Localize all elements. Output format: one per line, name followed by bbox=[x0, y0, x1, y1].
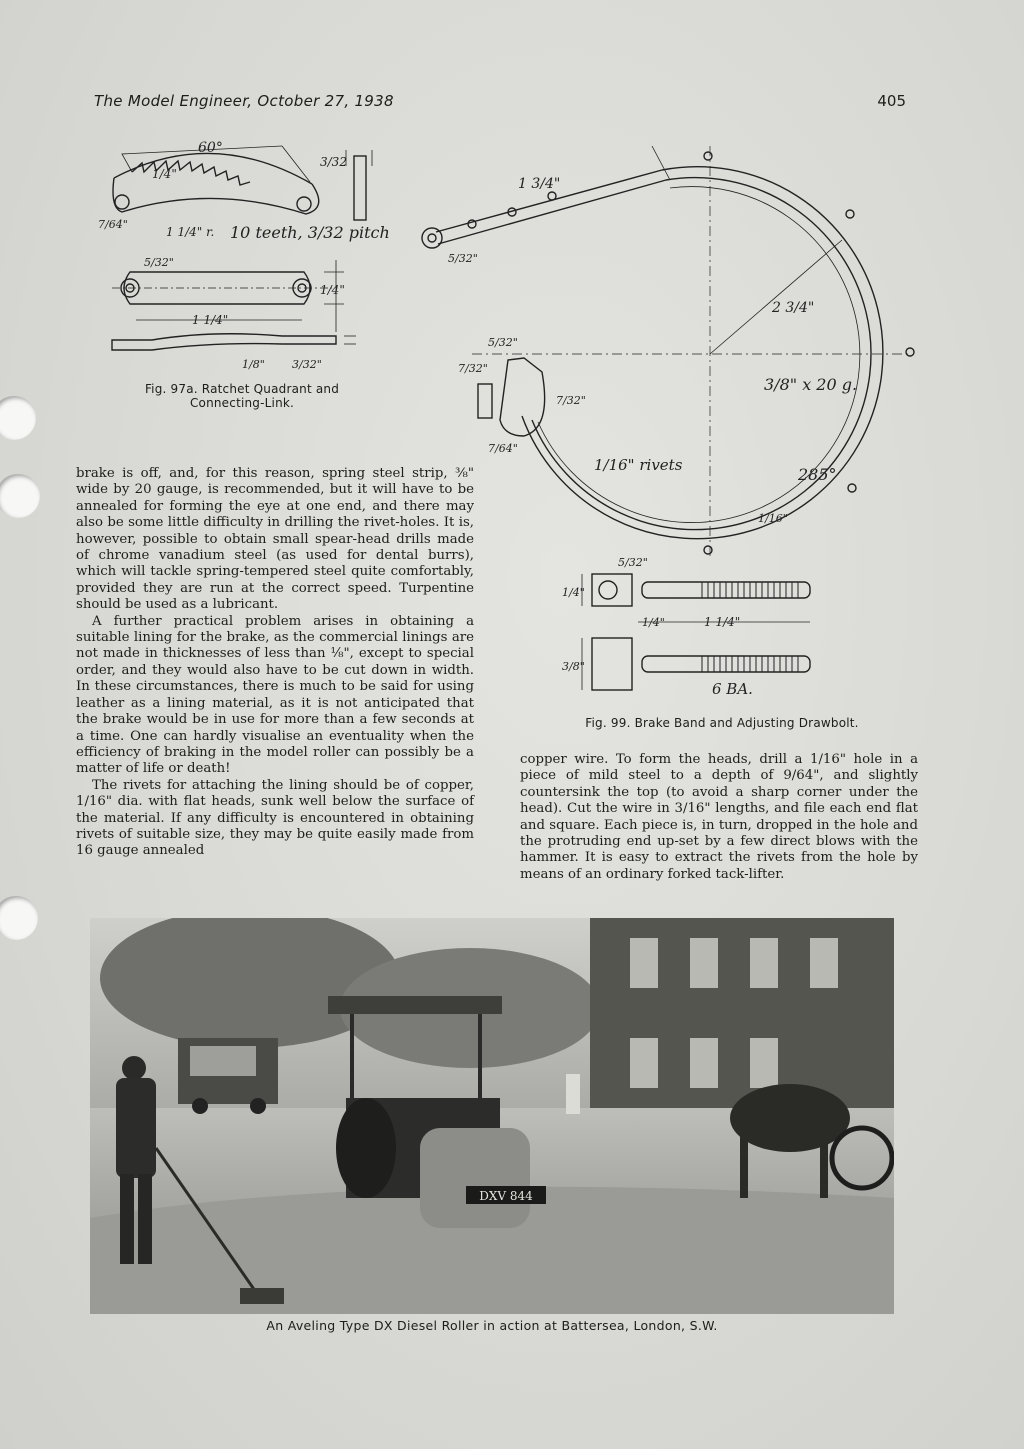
fig97a-link-bend-label: 1/8" bbox=[242, 358, 265, 371]
punch-hole-3 bbox=[0, 896, 38, 940]
fig99-lug-bottom-label: 7/64" bbox=[488, 442, 518, 455]
fig97a-caption-line1: Fig. 97a. Ratchet Quadrant and bbox=[144, 382, 340, 396]
fig97a-link-width-label: 1/4" bbox=[320, 283, 345, 297]
link-side-view bbox=[112, 334, 336, 350]
diesel-roller-photo bbox=[90, 918, 894, 1314]
fig99-rivets-label: 1/16" rivets bbox=[594, 456, 683, 474]
brake-lug bbox=[500, 358, 545, 436]
roller-canopy bbox=[328, 996, 502, 1014]
fig99-thread-label: 6 BA. bbox=[712, 680, 753, 696]
fig97a-link-length-label: 1 1/4" bbox=[192, 313, 229, 327]
paragraph: A further practical problem arises in obtaining a suitable lining for the brake, as the commercial linings are not made in thicknesses of less than ⅛", except to special order, and they would also have to be cut down in width. In these circumstances, there is much to be said for using leather as a lining material, as it is not anticipated that the brake would be in use for more than a few seconds at a time. One can hardly visualise an eventuality when the efficiency of braking in the model roller can possibly be a matter of life or death! bbox=[76, 613, 474, 777]
fig97a-angle-label: 60° bbox=[198, 140, 223, 156]
fig99-lever-label: 1 3/4" bbox=[518, 176, 561, 192]
fig99-lining-label: 1/16" bbox=[758, 512, 788, 525]
roller-rear-wheel bbox=[336, 1098, 396, 1198]
quadrant-pivot-hole bbox=[115, 195, 129, 209]
fig99-lug-side-label: 7/32" bbox=[458, 362, 488, 375]
fig99-eye-label: 5/32" bbox=[448, 252, 478, 265]
fig97a-thickness-label: 3/32 bbox=[320, 155, 347, 169]
roller-front-drum bbox=[420, 1128, 530, 1228]
fig97a-caption bbox=[92, 382, 392, 410]
drawbolt-hole bbox=[599, 581, 617, 599]
pedestrian bbox=[566, 1074, 580, 1114]
fig97a-caption-line2: Connecting-Link. bbox=[189, 396, 295, 410]
fig99-bolt-width-label: 1/4" bbox=[562, 586, 585, 599]
fig99-bolt-depth-label: 3/8" bbox=[562, 660, 585, 673]
right-column bbox=[520, 752, 918, 883]
drawbolt-head bbox=[592, 574, 632, 606]
band-eye bbox=[422, 228, 442, 248]
fig97a-hole-label: 7/64" bbox=[98, 218, 128, 231]
fig97a-link-hole-label: 5/32" bbox=[144, 256, 174, 269]
brake-band-drawing bbox=[412, 136, 924, 696]
journal-title: The Model Engineer, October 27, 1938 bbox=[94, 92, 394, 110]
punch-hole-1 bbox=[0, 396, 36, 440]
ratchet-quadrant-drawing bbox=[92, 136, 392, 416]
paragraph: brake is off, and, for this reason, spring steel strip, ⅜" wide by 20 gauge, is recommended, but it will have to be annealed for forming the eye at one end, and there may also be some little difficulty in drilling the rivet-holes. It is, however, possible to obtain small spear-head drills made of chrome vanadium steel (as used for dental burrs), which will tackle spring-tempered steel quite comfortably, provided they are run at the correct speed. Turpentine should be used as a lubricant. bbox=[76, 466, 474, 613]
page-header bbox=[94, 92, 906, 116]
paragraph: The rivets for attaching the lining should be of copper, 1/16" dia. with flat heads, sunk well below the surface of the material. If any difficulty is encountered in obtaining rivets of suitable size, they may be quite easily made from 16 gauge annealed bbox=[76, 777, 474, 859]
number-plate-text: DXV 844 bbox=[479, 1189, 533, 1203]
fig99-angle-label: 285° bbox=[798, 465, 837, 484]
fig97a-quarter-label: 1/4" bbox=[152, 167, 177, 181]
quadrant-side-view bbox=[354, 156, 366, 220]
page-number: 405 bbox=[877, 92, 906, 110]
lug-side-block bbox=[478, 384, 492, 418]
fig99-bolt-neck-label: 1/4" bbox=[642, 616, 665, 629]
fig99-bolt-length-label: 1 1/4" bbox=[704, 615, 741, 629]
quadrant-end-hole bbox=[297, 197, 311, 211]
paragraph: copper wire. To form the heads, drill a 1/16" hole in a piece of mild steel to a depth of 9/64", and slightly countersink the top (to avoid a sharp corner under the head). Cut the wire in 3/16" lengths, and file each end flat and square. Each piece is, in turn, dropped in the hole and the protruding end up-set by a few direct blows with the hammer. It is easy to extract the rivets from the hole by means of an ordinary forked tack-lifter. bbox=[520, 752, 918, 882]
fig99-lug-mid-label: 7/32" bbox=[556, 394, 586, 407]
drawbolt-head-side bbox=[592, 638, 632, 690]
fig99-bolt-hole-label: 5/32" bbox=[618, 556, 648, 569]
figure-97a bbox=[92, 136, 392, 416]
photo-illustration bbox=[90, 918, 894, 1314]
fig97a-link-thick-label: 3/32" bbox=[292, 358, 322, 371]
punch-hole-2 bbox=[0, 474, 40, 518]
left-column bbox=[76, 466, 474, 860]
ratchet-teeth bbox=[132, 161, 250, 185]
fig99-caption: Fig. 99. Brake Band and Adjusting Drawbolt. bbox=[585, 716, 859, 730]
fig99-band-label: 3/8" x 20 g. bbox=[764, 375, 858, 394]
workman bbox=[122, 1056, 146, 1080]
photo-caption: An Aveling Type DX Diesel Roller in action at Battersea, London, S.W. bbox=[266, 1318, 718, 1333]
fig97a-teeth-label: 10 teeth, 3/32 pitch bbox=[230, 223, 390, 242]
fig99-lug-top-label: 5/32" bbox=[488, 336, 518, 349]
fig99-radius-label: 2 3/4" bbox=[772, 300, 815, 316]
fig97a-radius-label: 1 1/4" r. bbox=[166, 225, 215, 239]
quadrant-body bbox=[113, 178, 319, 214]
figure-99 bbox=[412, 136, 924, 736]
